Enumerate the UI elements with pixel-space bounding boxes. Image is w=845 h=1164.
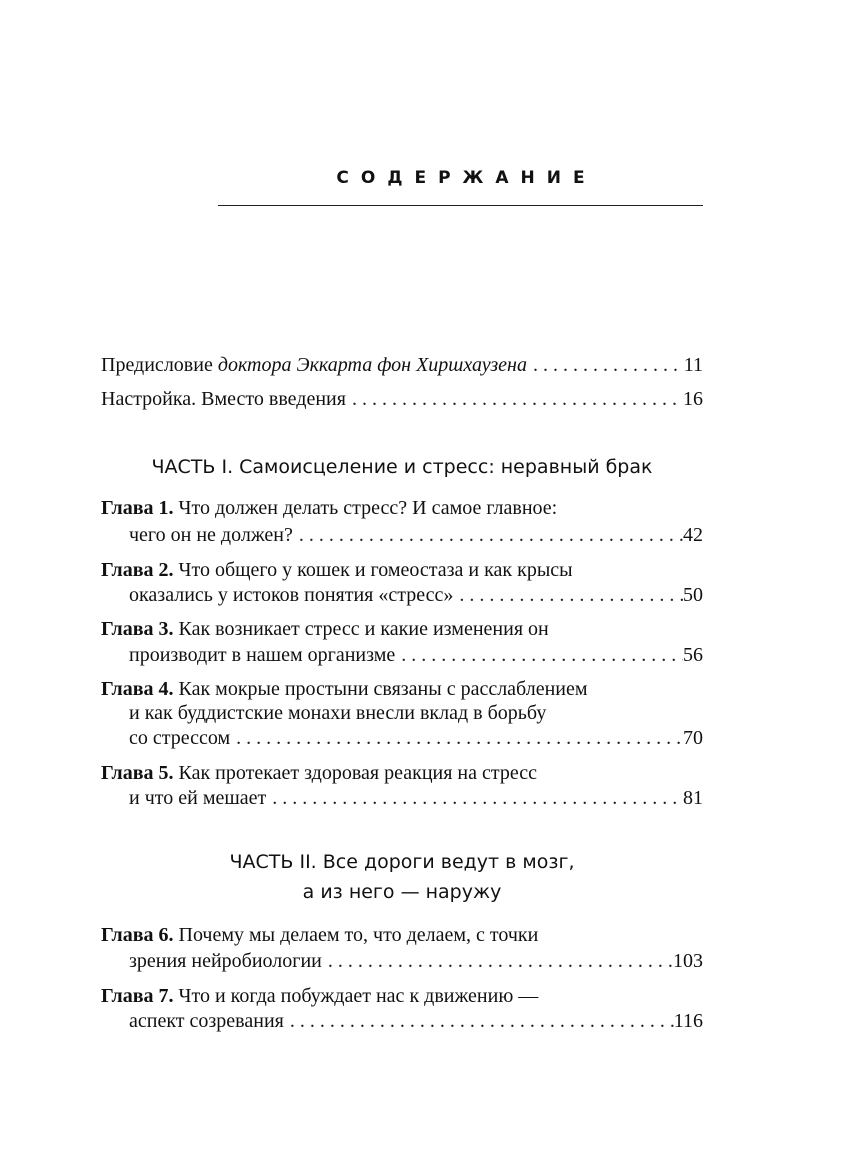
heading-rule (218, 205, 703, 206)
chapter-5-last-line[interactable] (101, 785, 703, 811)
entry-text: Настройка. Вместо введения (101, 388, 346, 410)
page-number: 50 (683, 584, 703, 606)
part-1-title (101, 452, 703, 482)
entry-author: доктора Эккарта фон Хиршхаузена (217, 354, 527, 376)
chapter-line: аспект созревания (129, 1010, 284, 1032)
dot-leader (230, 725, 683, 751)
chapter-1-last-line[interactable] (101, 522, 703, 548)
part-title-line: ЧАСТЬ II. Все дороги ведут в мозг, (229, 851, 575, 873)
dot-leader (266, 785, 683, 811)
chapter-3-last-line[interactable] (101, 642, 703, 668)
chapter-4[interactable] (101, 676, 703, 702)
chapter-7[interactable] (101, 983, 703, 1009)
page-number: 42 (683, 524, 703, 546)
chapter-label: Глава 2. (101, 559, 174, 581)
chapter-line: со стрессом (129, 727, 231, 749)
chapter-line: Почему мы делаем то, что делаем, с точки (178, 924, 539, 946)
chapter-1[interactable] (101, 495, 703, 521)
page-number: 11 (683, 354, 703, 376)
part-title-line: ЧАСТЬ I. Самоисцеление и стресс: неравный брак (151, 456, 653, 478)
chapter-line: зрения нейробиологии (129, 950, 322, 972)
page-number: 103 (673, 950, 703, 972)
dot-leader (453, 582, 683, 608)
chapter-label: Глава 6. (101, 924, 174, 946)
chapter-line: производит в нашем организме (129, 644, 396, 666)
chapter-line: и что ей мешает (129, 787, 267, 809)
dot-leader (346, 386, 683, 412)
page-number: 81 (683, 787, 703, 809)
page-number: 70 (683, 727, 703, 749)
chapter-label: Глава 3. (101, 618, 174, 640)
part-2-title (101, 847, 703, 907)
chapter-label: Глава 1. (101, 497, 174, 519)
dot-leader (395, 642, 683, 668)
dot-leader (284, 1008, 674, 1034)
chapter-4-line-2[interactable] (101, 700, 703, 726)
chapter-line: Что общего у кошек и гомеостаза и как крысы (178, 559, 573, 581)
chapter-line: Что и когда побуждает нас к движению — (178, 985, 539, 1007)
chapter-5[interactable] (101, 760, 703, 786)
toc-entry-foreword[interactable] (101, 352, 703, 378)
page-number: 56 (683, 644, 703, 666)
dot-leader (293, 522, 683, 548)
page-number: 16 (683, 388, 703, 410)
chapter-line: Как мокрые простыни связаны с расслаблением (178, 678, 588, 700)
dot-leader (527, 352, 684, 378)
chapter-line: Как возникает стресс и какие изменения он (178, 618, 549, 640)
part-title-line: а из него — наружу (302, 881, 502, 903)
chapter-label: Глава 5. (101, 762, 174, 784)
dot-leader (322, 948, 673, 974)
chapter-6-last-line[interactable] (101, 948, 703, 974)
chapter-line: чего он не должен? (129, 524, 293, 546)
chapter-label: Глава 4. (101, 678, 174, 700)
entry-text: Предисловие (101, 354, 218, 376)
chapter-2-last-line[interactable] (101, 582, 703, 608)
chapter-label: Глава 7. (101, 985, 174, 1007)
contents-heading: СОДЕРЖАНИЕ (336, 168, 597, 188)
chapter-line: Как протекает здоровая реакция на стресс (178, 762, 537, 784)
page-number: 116 (673, 1010, 703, 1032)
chapter-6[interactable] (101, 922, 703, 948)
chapter-4-last-line[interactable] (101, 725, 703, 751)
chapter-7-last-line[interactable] (101, 1008, 703, 1034)
chapter-3[interactable] (101, 616, 703, 642)
toc-entry-introduction[interactable] (101, 386, 703, 412)
chapter-line: и как буддистские монахи внесли вклад в борьбу (129, 702, 547, 724)
chapter-2[interactable] (101, 557, 703, 583)
chapter-line: Что должен делать стресс? И самое главное: (178, 497, 558, 519)
chapter-line: оказались у истоков понятия «стресс» (129, 584, 454, 606)
